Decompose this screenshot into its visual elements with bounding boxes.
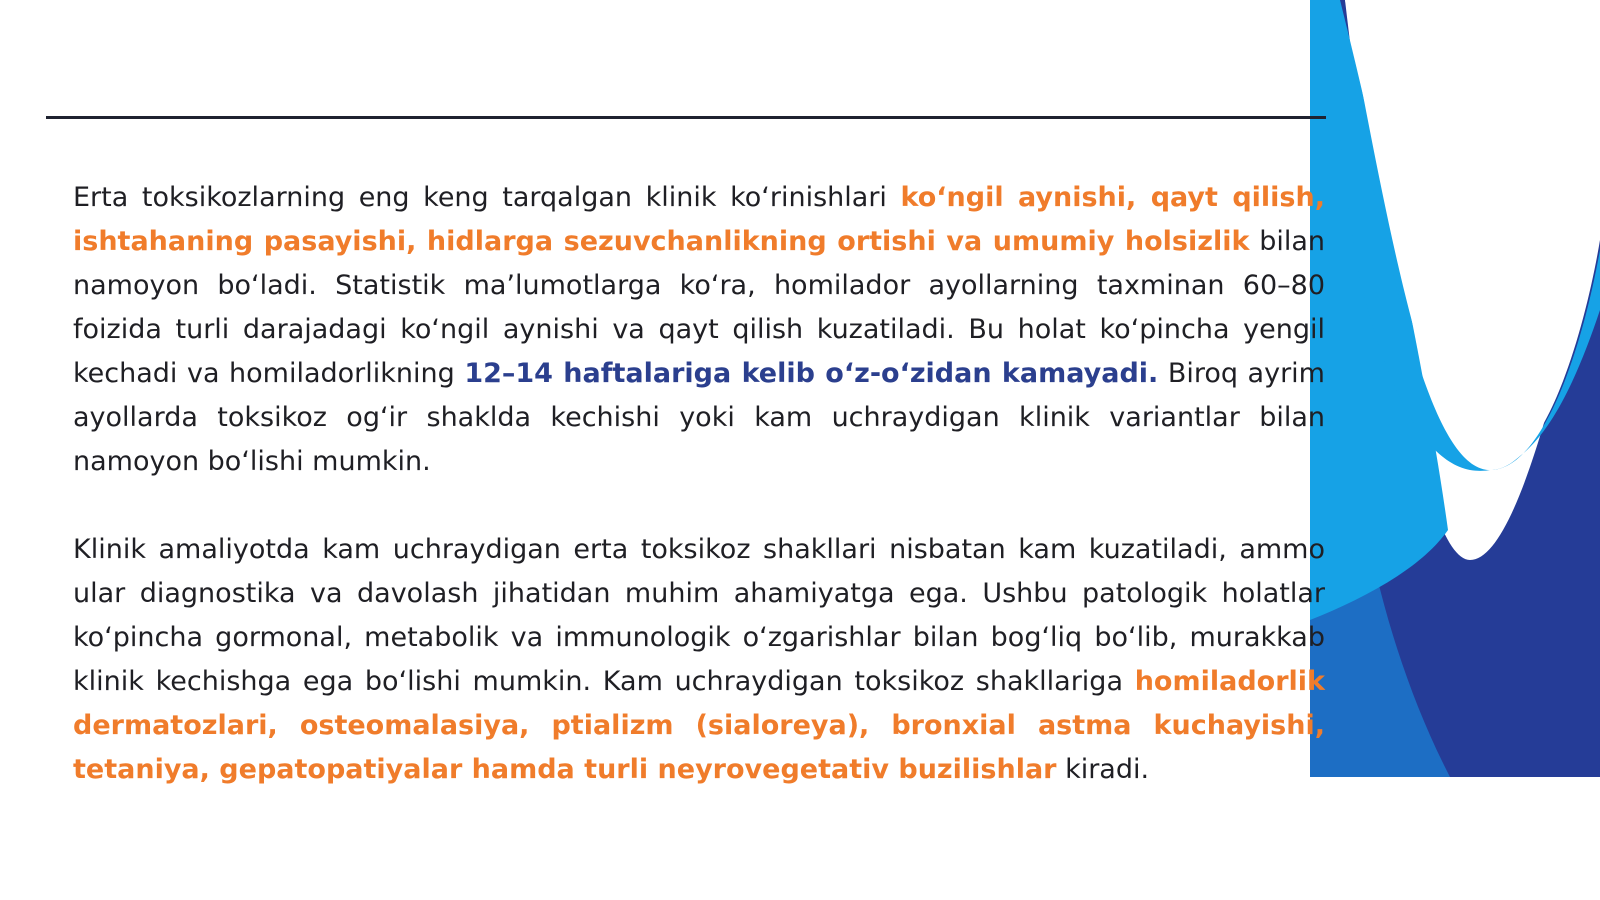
rare-forms-highlight: homiladorlik dermatozlari, osteomalasiya, ptializm (sialoreya), bronxial astma kuchayishi, tetaniya, gepatopatiyalar hamda turli neyrovegetativ buzilishlar <box>73 666 1325 785</box>
weeks-highlight: 12–14 haftalariga kelib o‘z-o‘zidan kamayadi. <box>464 358 1159 389</box>
paragraph-early-toxicosis <box>73 176 1325 484</box>
header-divider-line <box>46 116 1326 119</box>
paragraph-2-body: Klinik amaliyotda kam uchraydigan erta toksikoz shakllari nisbatan kam kuzatiladi, ammo ular diagnostika va davolash jihatidan muhim ahamiyatga ega. Ushbu patologik holatlar ko‘pincha gormonal, metabolik va immunologik o‘zgarishlar bilan bog‘liq bo‘lib, murakkab klinik kechishga ega bo‘lishi mumkin. Kam uchraydigan toksikoz shakllariga <box>73 534 1325 697</box>
paragraph-1-middle: bilan namoyon bo‘ladi. Statistik ma’lumotlarga ko‘ra, homilador ayollarning taxminan 60–80 foizida turli darajadagi ko‘ngil aynishi va qayt qilish kuzatiladi. Bu holat ko‘pincha yengil kechadi va homiladorlikning <box>73 226 1325 389</box>
paragraph-1-end: Biroq ayrim ayollarda toksikoz og‘ir shaklda kechishi yoki kam uchraydigan klinik variantlar bilan namoyon bo‘lishi mumkin. <box>73 358 1325 477</box>
document-body <box>73 176 1325 792</box>
paragraph-rare-forms <box>73 528 1325 792</box>
paragraph-2-end: kiradi. <box>1056 754 1150 785</box>
symptoms-highlight: ko‘ngil aynishi, qayt qilish, ishtahaning pasayishi, hidlarga sezuvchanlikning ortishi va umumiy holsizlik <box>73 182 1325 257</box>
paragraph-1-intro: Erta toksikozlarning eng keng tarqalgan klinik ko‘rinishlari <box>73 182 901 213</box>
